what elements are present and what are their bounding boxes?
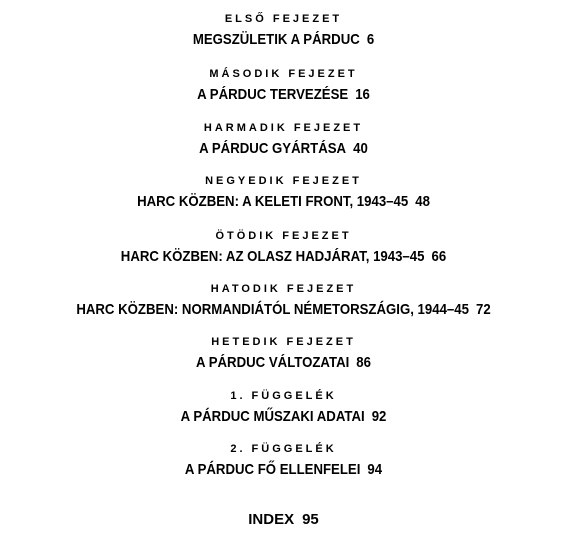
chapter-label: HATODIK FEJEZET [210, 283, 357, 295]
toc-entry-index[interactable] [0, 510, 567, 530]
chapter-label: HETEDIK FEJEZET [211, 336, 356, 348]
chapter-label: NEGYEDIK FEJEZET [205, 175, 362, 187]
toc-entry-chapter-1[interactable] [0, 12, 567, 50]
chapter-title: HARC KÖZBEN: NORMANDIÁTÓL NÉMETORSZÁGIG, 1944–45 [76, 301, 469, 318]
toc-entry-chapter-3[interactable] [0, 121, 567, 159]
page-number: 72 [475, 301, 491, 318]
chapter-title: HARC KÖZBEN: A KELETI FRONT, 1943–45 [137, 193, 409, 210]
page-number: 66 [431, 248, 447, 265]
page-number: 92 [371, 408, 387, 425]
index-title: INDEX [248, 511, 295, 528]
appendix-title-line [34, 407, 533, 427]
toc-entry-chapter-2[interactable] [0, 67, 567, 105]
chapter-title: A PÁRDUC GYÁRTÁSA [199, 140, 347, 157]
chapter-label: HARMADIK FEJEZET [203, 122, 364, 134]
page-number: 94 [367, 461, 383, 478]
page-number: 6 [366, 31, 375, 48]
page-number: 16 [355, 86, 370, 103]
chapter-title-line [34, 192, 533, 212]
chapter-title-line [34, 139, 533, 159]
page-number: 40 [353, 140, 368, 157]
toc-entry-chapter-5[interactable] [0, 229, 567, 267]
chapter-title: A PÁRDUC VÁLTOZATAI [196, 354, 350, 371]
toc-entry-chapter-4[interactable] [0, 174, 567, 212]
chapter-label: ELSŐ FEJEZET [224, 13, 343, 25]
chapter-label: ÖTÖDIK FEJEZET [215, 230, 352, 242]
chapter-title-line [34, 30, 533, 50]
appendix-label: 1. FÜGGELÉK [230, 390, 337, 402]
chapter-label: MÁSODIK FEJEZET [209, 68, 358, 80]
toc-entry-appendix-1[interactable] [0, 389, 567, 427]
chapter-title: HARC KÖZBEN: AZ OLASZ HADJÁRAT, 1943–45 [120, 248, 425, 265]
toc-entry-appendix-2[interactable] [0, 442, 567, 480]
chapter-title-line [34, 353, 533, 373]
appendix-title-line [34, 460, 533, 480]
toc-entry-chapter-7[interactable] [0, 335, 567, 373]
appendix-label: 2. FÜGGELÉK [230, 443, 337, 455]
page-number: 95 [302, 511, 319, 528]
chapter-title-line [34, 85, 533, 105]
appendix-title: A PÁRDUC FŐ ELLENFELEI [184, 461, 361, 478]
chapter-title-line [34, 300, 533, 320]
chapter-title-line [34, 247, 533, 267]
toc-entry-chapter-6[interactable] [0, 282, 567, 320]
chapter-title: MEGSZÜLETIK A PÁRDUC [192, 31, 360, 48]
chapter-title: A PÁRDUC TERVEZÉSE [197, 86, 349, 103]
appendix-title: A PÁRDUC MŰSZAKI ADATAI [180, 408, 365, 425]
page-number: 86 [356, 354, 371, 371]
page-number: 48 [415, 193, 430, 210]
